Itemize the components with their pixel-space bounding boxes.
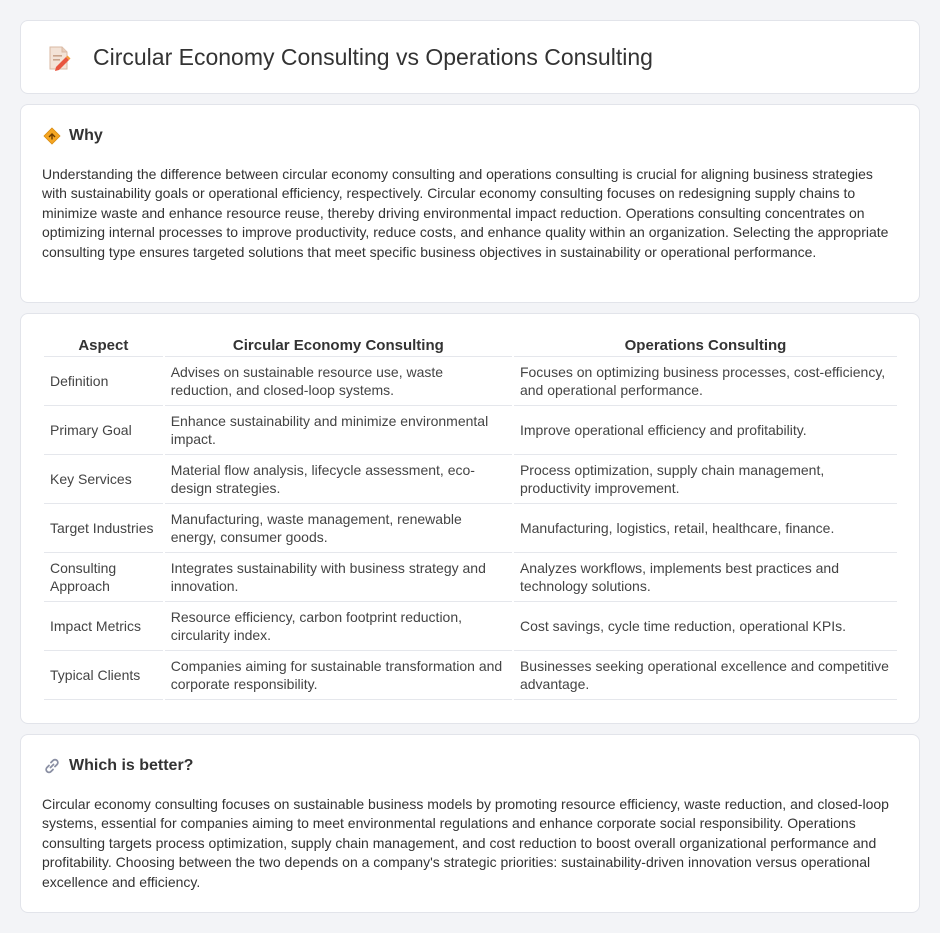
header-aspect: Aspect [44, 335, 163, 357]
header-card [20, 20, 920, 94]
row-aspect: Definition [44, 357, 163, 406]
which-better-heading [43, 757, 193, 775]
table-row [44, 553, 897, 602]
row-aspect: Impact Metrics [44, 602, 163, 651]
why-heading [43, 127, 103, 145]
row-aspect: Typical Clients [44, 651, 163, 700]
table-header-row [44, 335, 897, 357]
why-card [20, 104, 920, 303]
row-circular: Manufacturing, waste management, renewable energy, consumer goods. [165, 504, 512, 553]
row-circular: Material flow analysis, lifecycle assessment, eco-design strategies. [165, 455, 512, 504]
table-row [44, 357, 897, 406]
row-operations: Cost savings, cycle time reduction, operational KPIs. [514, 602, 897, 651]
row-aspect: Primary Goal [44, 406, 163, 455]
link-icon [43, 757, 61, 775]
row-circular: Advises on sustainable resource use, waste reduction, and closed-loop systems. [165, 357, 512, 406]
table-row [44, 651, 897, 700]
which-better-paragraph: Circular economy consulting focuses on sustainable business models by promoting resource efficiency, waste reduction, and closed-loop systems, essential for companies aiming to meet environmental regulations and enhance corporate social responsibility. Operations consulting targets process optimization, supply chain management, and cost reduction to boost overall organizational performance and profitability. Choosing between the two depends on a company's strategic priorities: sustainability-driven innovation versus operational excellence and efficiency. [42, 796, 889, 890]
row-aspect: Key Services [44, 455, 163, 504]
row-aspect: Target Industries [44, 504, 163, 553]
why-paragraph: Understanding the difference between circular economy consulting and operations consulting is crucial for aligning business strategies with sustainability goals or operational efficiency, respectively. Circular economy consulting focuses on redesigning supply chains to minimize waste and enhance resource reuse, thereby driving environmental impact reduction. Operations consulting concentrates on optimizing internal processes to improve productivity, reduce costs, and enhance quality within an organization. Selecting the appropriate consulting type ensures targeted solutions that meet specific business objectives in sustainability or operational performance. [42, 166, 889, 260]
header-circular: Circular Economy Consulting [165, 335, 512, 357]
row-circular: Enhance sustainability and minimize environmental impact. [165, 406, 512, 455]
row-operations: Analyzes workflows, implements best practices and technology solutions. [514, 553, 897, 602]
header-operations: Operations Consulting [514, 335, 897, 357]
document-pencil-icon [47, 45, 71, 71]
row-operations: Businesses seeking operational excellence and competitive advantage. [514, 651, 897, 700]
row-circular: Resource efficiency, carbon footprint reduction, circularity index. [165, 602, 512, 651]
why-title: Why [69, 127, 103, 144]
row-operations: Improve operational efficiency and profitability. [514, 406, 897, 455]
comparison-card [20, 313, 920, 724]
table-row [44, 602, 897, 651]
title-row [47, 44, 653, 71]
which-better-card [20, 734, 920, 913]
comparison-table [42, 335, 899, 700]
row-circular: Integrates sustainability with business strategy and innovation. [165, 553, 512, 602]
row-circular: Companies aiming for sustainable transformation and corporate responsibility. [165, 651, 512, 700]
row-operations: Manufacturing, logistics, retail, healthcare, finance. [514, 504, 897, 553]
page-title: Circular Economy Consulting vs Operations Consulting [93, 44, 653, 70]
row-operations: Focuses on optimizing business processes, cost-efficiency, and operational performance. [514, 357, 897, 406]
which-better-title: Which is better? [69, 757, 194, 774]
diamond-sign-icon [43, 127, 61, 145]
table-row [44, 455, 897, 504]
table-row [44, 504, 897, 553]
row-aspect: Consulting Approach [44, 553, 163, 602]
row-operations: Process optimization, supply chain management, productivity improvement. [514, 455, 897, 504]
table-row [44, 406, 897, 455]
